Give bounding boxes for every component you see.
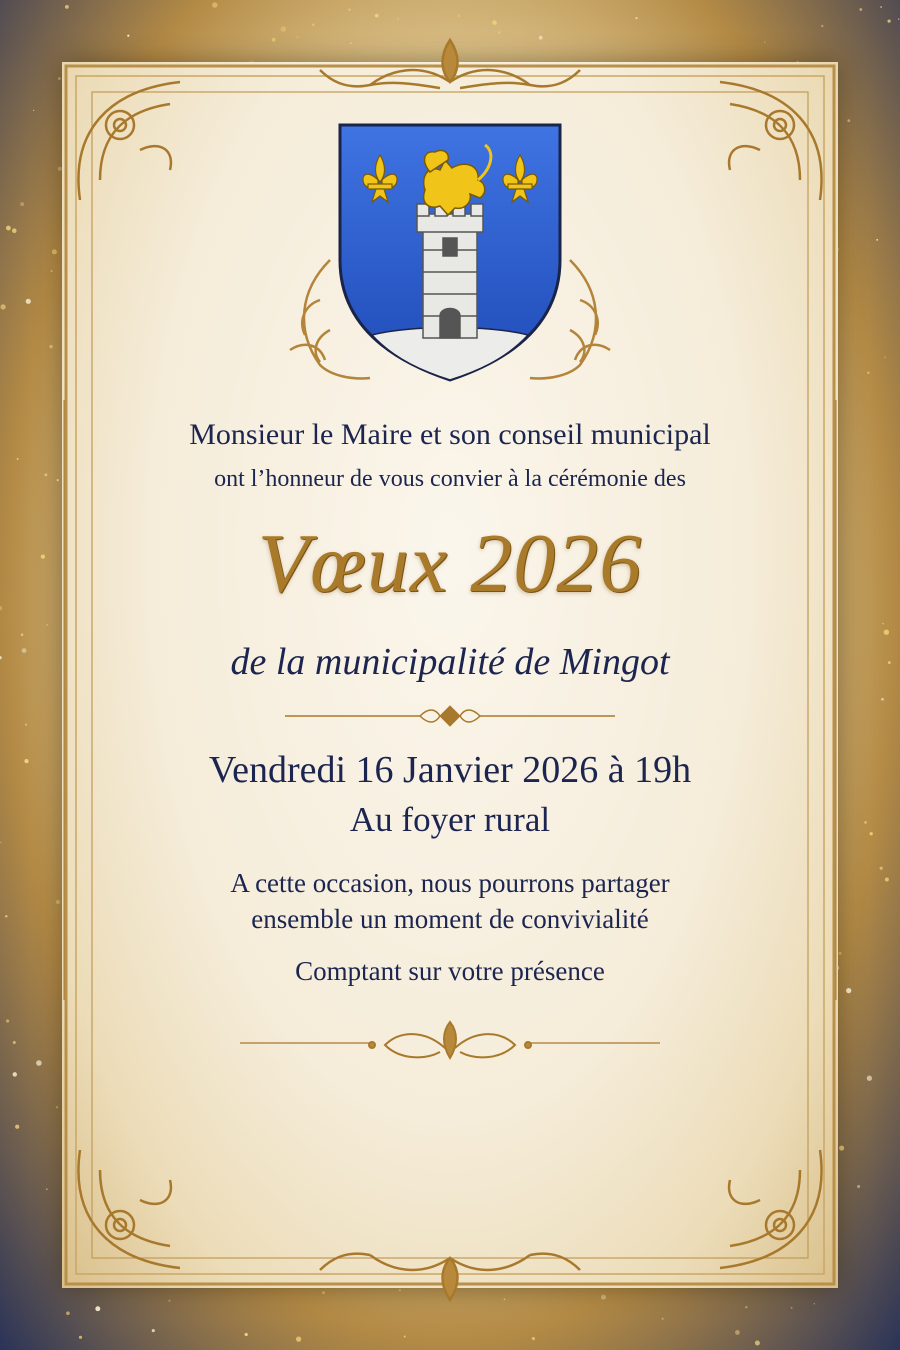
tower-icon [417,204,483,338]
sparkle-dot [17,458,19,460]
sparkle-dot [846,988,851,993]
sparkle-dot [821,25,824,28]
sparkle-dot [36,1060,42,1066]
event-date-time: Vendredi 16 Janvier 2026 à 19h [208,749,692,791]
sparkle-dot [0,842,2,844]
sparkle-dot [56,1106,58,1108]
event-subtitle: de la municipalité de Mingot [230,641,670,683]
sparkle-dot [6,226,11,231]
sparkle-dot [25,723,27,725]
sparkle-dot [95,1306,100,1311]
sparkle-dot [662,1318,664,1320]
note-line-1: A cette occasion, nous pourrons partager [230,868,670,898]
sparkle-dot [887,19,890,22]
sparkle-dot [296,1336,301,1341]
sparkle-dot [814,1303,815,1304]
sparkle-dot [272,38,276,42]
sparkle-dot [397,18,398,19]
sparkle-dot [755,1341,760,1346]
sparkle-dot [498,31,501,34]
sparkle-dot [127,35,129,37]
sparkle-dot [867,1076,872,1081]
sparkle-dot [458,14,461,17]
sparkle-dot [152,1329,155,1332]
sparkle-dot [882,623,883,624]
sparkle-dot [375,14,379,18]
sparkle-dot [168,1300,170,1302]
sparkle-dot [312,24,314,26]
sparkle-dot [838,952,841,955]
sparkle-dot [735,1330,740,1335]
sparkle-dot [898,18,899,19]
sparkle-dot [46,624,48,626]
intro-line-2: ont l’honneur de vous convier à la cérémonie des [214,466,686,492]
sparkle-dot [13,1041,16,1044]
intro-line-1: Monsieur le Maire et son conseil municipal [189,418,711,451]
sparkle-dot [399,1289,401,1291]
sparkle-dot [26,299,31,304]
closing-line: Comptant sur votre présence [295,956,605,986]
sparkle-dot [33,110,34,111]
sparkle-dot [49,345,52,348]
sparkle-dot [857,1185,860,1188]
sparkle-dot [348,9,350,11]
sparkle-dot [297,36,298,37]
sparkle-dot [281,26,286,31]
sparkle-dot [539,36,543,40]
sparkle-dot [847,119,850,122]
event-title: Vœux 2026 [257,517,643,610]
sparkle-dot [322,1291,325,1294]
sparkle-dot [532,1337,535,1340]
sparkle-dot [13,1072,17,1076]
sparkle-dot [885,357,886,358]
sparkle-dot [492,20,497,25]
sparkle-dot [51,270,53,272]
sparkle-dot [881,698,884,701]
sparkle-dot [212,2,218,8]
sparkle-dot [79,1336,82,1339]
sparkle-dot [839,1146,844,1151]
sparkle-dot [884,630,889,635]
sparkle-dot [601,1295,606,1300]
sparkle-dot [635,17,637,19]
coat-of-arms [280,110,620,400]
sparkle-dot [12,228,17,233]
sparkle-dot [46,1188,48,1190]
sparkle-dot [58,77,61,80]
sparkle-dot [504,1298,506,1300]
sparkle-dot [404,1336,406,1338]
sparkle-dot [65,5,69,9]
sparkle-dot [6,1019,9,1022]
sparkle-dot [66,1311,70,1315]
sparkle-dot [791,1307,793,1309]
note-line-2: ensemble un moment de convivialité [251,904,649,934]
sparkle-dot [764,41,765,42]
sparkle-dot [867,371,870,374]
sparkle-dot [880,6,882,8]
event-venue: Au foyer rural [349,800,551,839]
sparkle-dot [0,304,5,309]
sparkle-dot [876,239,878,241]
sparkle-dot [15,1125,19,1129]
sparkle-dot [245,1333,248,1336]
sparkle-dot [21,633,23,635]
sparkle-dot [350,42,352,44]
sparkle-dot [52,249,57,254]
sparkle-dot [859,8,862,11]
sparkle-dot [20,202,24,206]
sparkle-dot [745,1306,747,1308]
